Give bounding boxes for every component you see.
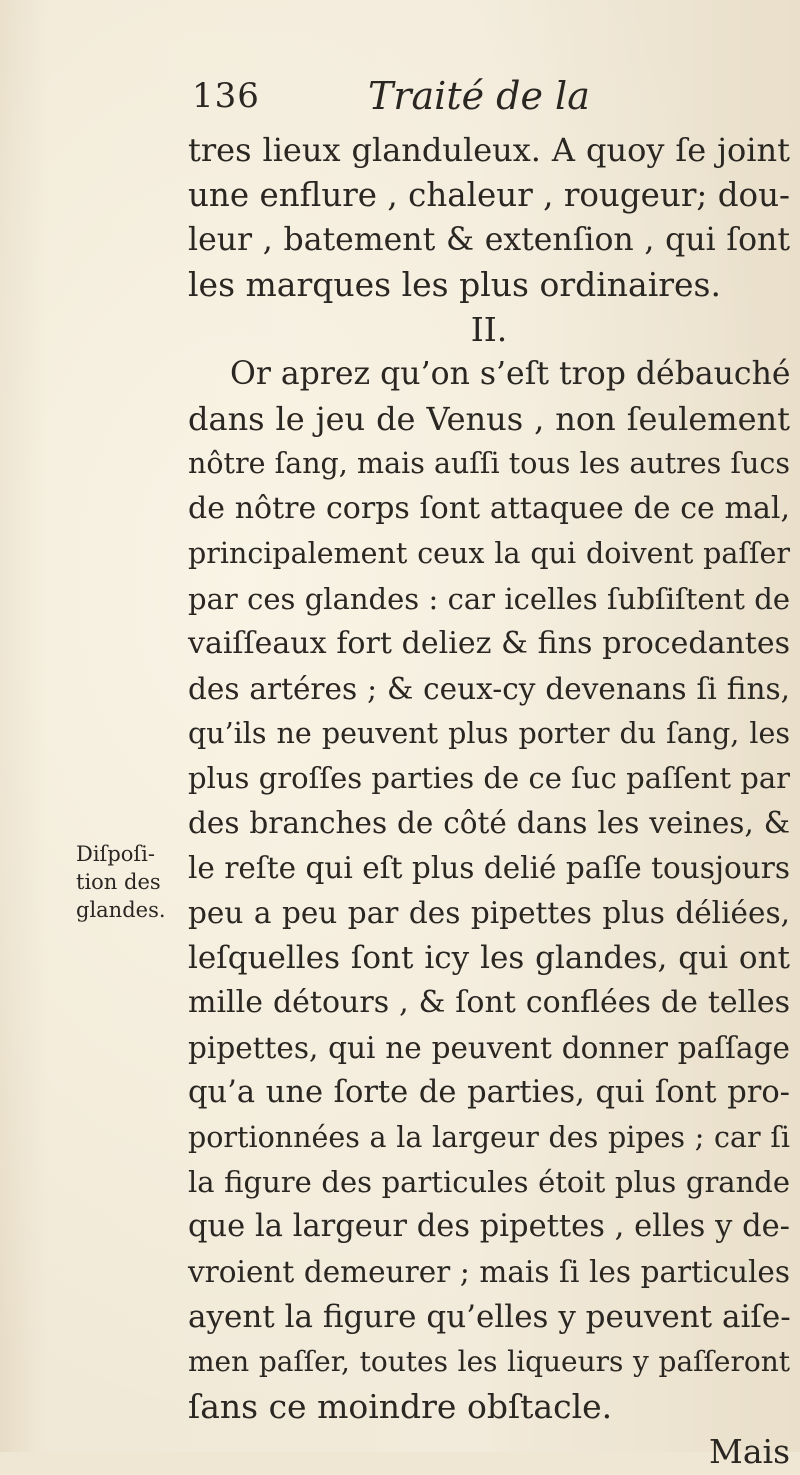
text-line: principalement ceux la qui doivent paſſer xyxy=(188,537,790,571)
text-line: des artéres ; & ceux-cy devenans ſi fins, xyxy=(188,671,790,706)
paragraph-end-line: les marques les plus ordinaires. xyxy=(188,264,721,304)
text-line: de nôtre corps ſont attaquee de ce mal, xyxy=(188,491,790,527)
text-line: la figure des particules étoit plus grande xyxy=(188,1165,790,1200)
text-line: leur , batement & extenſion , qui ſont xyxy=(188,221,790,258)
catchword: Mais xyxy=(709,1431,790,1471)
text-line: une enflure , chaleur , rougeur; dou- xyxy=(188,175,790,214)
text-line: vroient demeurer ; mais ſi les particules xyxy=(188,1255,790,1290)
text-line: le reſte qui eſt plus delié paſſe tousjours xyxy=(188,851,790,886)
text-line: plus groſſes parties de ce ſuc paſſent par xyxy=(188,761,790,796)
marginal-note-line: glandes. xyxy=(76,898,166,922)
text-line: men paſſer, toutes les liqueurs y paſſeront xyxy=(188,1345,790,1379)
text-line: des branches de côté dans les veines, & xyxy=(188,806,790,841)
text-line: leſquelles ſont icy les glandes, qui ont xyxy=(188,940,790,977)
page-number: 136 xyxy=(192,76,260,116)
section-number: II. xyxy=(470,309,508,349)
text-line: vaiſſeaux fort deliez & fins procedantes xyxy=(188,625,790,661)
text-line: tres lieux glanduleux. A quoy ſe joint xyxy=(188,131,790,169)
text-line: nôtre ſang, mais auſſi tous les autres ſucs xyxy=(188,447,790,481)
text-line: qu’a une ſorte de parties, qui ſont pro- xyxy=(188,1074,790,1110)
text-line: qu’ils ne peuvent plus porter du ſang, les xyxy=(188,716,790,750)
text-line: par ces glandes : car icelles ſubſiſtent de xyxy=(188,581,790,616)
body-text xyxy=(188,128,790,1475)
text-line: pipettes, qui ne peuvent donner paſſage xyxy=(188,1030,790,1065)
text-line: portionnées a la largeur des pipes ; car ſi xyxy=(188,1120,790,1154)
text-line: Or aprez qu’on s’eſt trop débauché xyxy=(230,356,791,393)
running-title: Traité de la xyxy=(368,74,590,118)
text-line: mille détours , & ſont conflées de telles xyxy=(188,984,790,1020)
text-line: que la largeur des pipettes , elles y de- xyxy=(188,1209,790,1245)
marginal-note xyxy=(76,840,186,924)
text-line: peu a peu par des pipettes plus déliées, xyxy=(188,896,790,931)
marginal-note-line: Diſpoſi- xyxy=(76,842,155,866)
marginal-note-line: tion des xyxy=(76,870,161,894)
page-header xyxy=(0,72,800,122)
paragraph-end-line: ſans ce moindre obſtacle. xyxy=(188,1386,613,1426)
text-line: ayent la figure qu’elles y peuvent aiſe- xyxy=(188,1299,791,1336)
text-line: dans le jeu de Venus , non ſeulement xyxy=(188,400,790,439)
